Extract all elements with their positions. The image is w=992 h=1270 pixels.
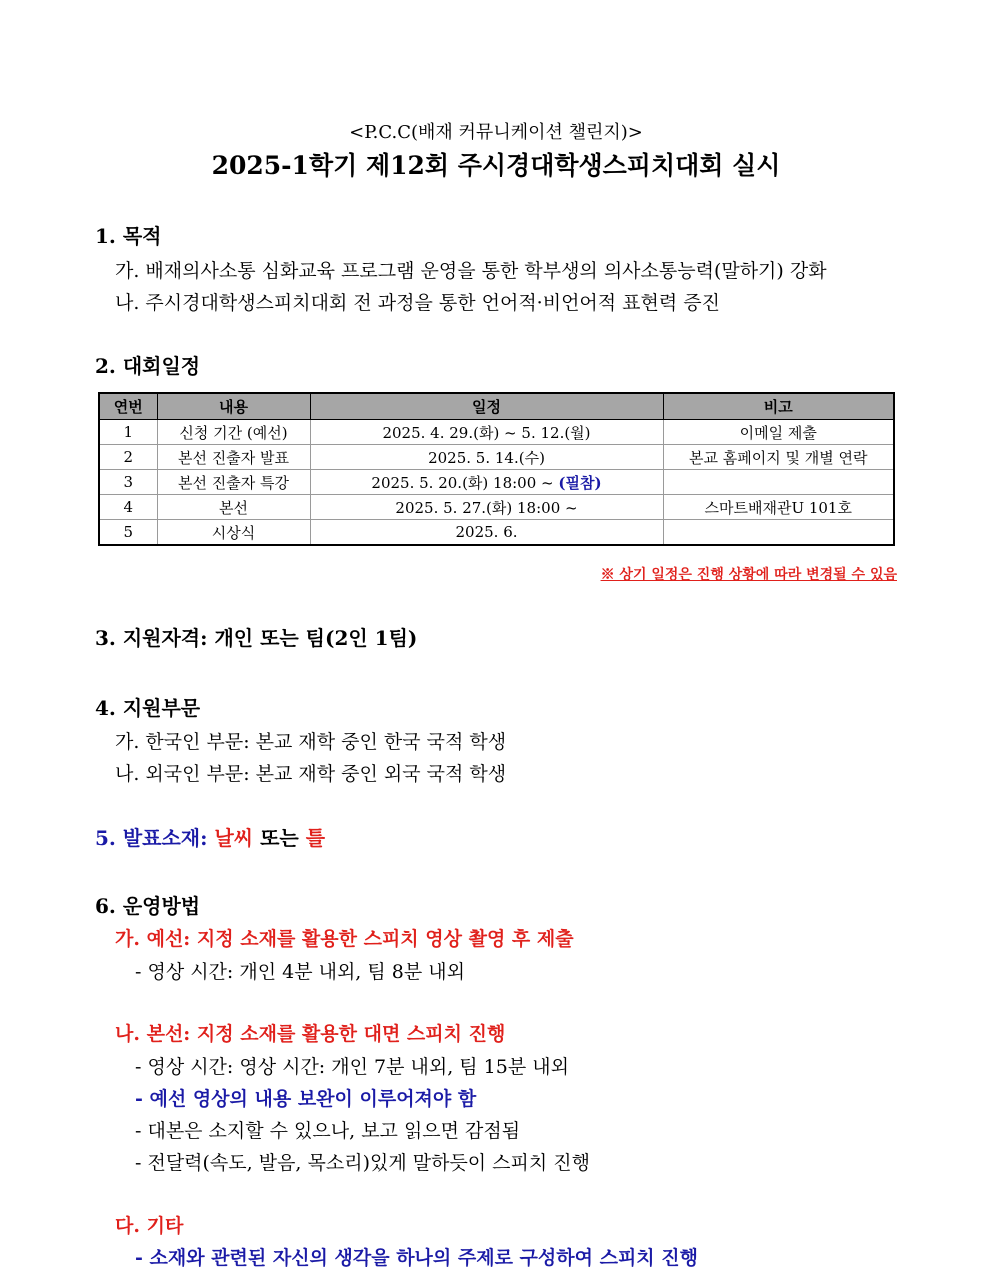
table-cell-note: 스마트배재관U 101호: [663, 495, 894, 520]
table-cell-no: 4: [99, 495, 157, 520]
table-cell-date: 2025. 5. 14.(수): [310, 445, 663, 470]
table-cell-no: 1: [99, 420, 157, 445]
category-item: 나. 외국인 부문: 본교 재학 중인 외국 국적 학생: [115, 763, 507, 785]
table-cell-note: 본교 홈페이지 및 개별 연락: [663, 445, 894, 470]
topic-conjunction: 또는: [253, 826, 306, 850]
topic-frame: 틀: [305, 826, 326, 850]
table-cell-content: 본선 진출자 발표: [157, 445, 310, 470]
table-cell-content: 시상식: [157, 520, 310, 546]
table-cell-date: 2025. 6.: [310, 520, 663, 546]
table-row: [99, 445, 894, 470]
schedule-change-notice: ※ 상기 일정은 진행 상황에 따라 변경될 수 있음: [600, 567, 897, 583]
table-header-cell: 내용: [157, 393, 310, 420]
category-item: 가. 한국인 부문: 본교 재학 중인 한국 국적 학생: [115, 731, 507, 753]
table-header-row: [99, 393, 894, 420]
purpose-item: 가. 배재의사소통 심화교육 프로그램 운영을 통한 학부생의 의사소통능력(말하기) 강화: [115, 260, 827, 282]
table-cell-content: 본선 진출자 특강: [157, 470, 310, 495]
final-item: - 영상 시간: 영상 시간: 개인 7분 내외, 팀 15분 내외: [135, 1056, 569, 1078]
final-item: - 전달력(속도, 발음, 목소리)있게 말하듯이 스피치 진행: [135, 1152, 590, 1174]
table-cell-date: 2025. 4. 29.(화) ~ 5. 12.(월): [310, 420, 663, 445]
section-heading-categories: 4. 지원부문: [95, 696, 201, 720]
table-cell-note: [663, 520, 894, 546]
document-title: 2025-1학기 제12회 주시경대학생스피치대회 실시: [211, 151, 781, 180]
topic-label: 5. 발표소재:: [95, 826, 215, 850]
preliminary-item: - 영상 시간: 개인 4분 내외, 팀 8분 내외: [135, 961, 465, 983]
etc-title: 다. 기타: [115, 1215, 184, 1237]
purpose-item: 나. 주시경대학생스피치대회 전 과정을 통한 언어적·비언어적 표현력 증진: [115, 292, 720, 314]
table-cell-note: [663, 470, 894, 495]
final-item: - 대본은 소지할 수 있으나, 보고 읽으면 감점됨: [135, 1120, 521, 1142]
table-row: [99, 420, 894, 445]
table-cell-note: 이메일 제출: [663, 420, 894, 445]
section-heading-eligibility: 3. 지원자격: 개인 또는 팀(2인 1팀): [95, 626, 418, 650]
section-heading-schedule: 2. 대회일정: [95, 354, 201, 378]
document-subtitle: <P.C.C(배재 커뮤니케이션 챌린지)>: [349, 122, 643, 143]
table-row: [99, 520, 894, 546]
table-cell-no: 2: [99, 445, 157, 470]
topic-weather: 날씨: [214, 826, 254, 850]
table-cell-no: 3: [99, 470, 157, 495]
section-heading-purpose: 1. 목적: [95, 224, 162, 248]
table-header-cell: 일정: [310, 393, 663, 420]
section-heading-operation: 6. 운영방법: [95, 894, 201, 918]
date-text: 2025. 5. 20.(화) 18:00 ~: [371, 473, 559, 492]
table-row: [99, 470, 894, 495]
etc-item: - 소재와 관련된 자신의 생각을 하나의 주제로 구성하여 스피치 진행: [135, 1247, 698, 1269]
mandatory-badge: (필참): [558, 473, 602, 492]
table-cell-date: [310, 470, 663, 495]
table-cell-no: 5: [99, 520, 157, 546]
section-heading-topic: [95, 822, 325, 851]
table-row: [99, 495, 894, 520]
table-cell-content: 본선: [157, 495, 310, 520]
preliminary-round-title: 가. 예선: 지정 소재를 활용한 스피치 영상 촬영 후 제출: [115, 928, 574, 950]
final-item: - 예선 영상의 내용 보완이 이루어져야 함: [135, 1088, 477, 1110]
schedule-table: [98, 392, 895, 546]
table-header-cell: 연번: [99, 393, 157, 420]
table-cell-date: 2025. 5. 27.(화) 18:00 ~: [310, 495, 663, 520]
table-header-cell: 비고: [663, 393, 894, 420]
table-cell-content: 신청 기간 (예선): [157, 420, 310, 445]
final-round-title: 나. 본선: 지정 소재를 활용한 대면 스피치 진행: [115, 1023, 506, 1045]
